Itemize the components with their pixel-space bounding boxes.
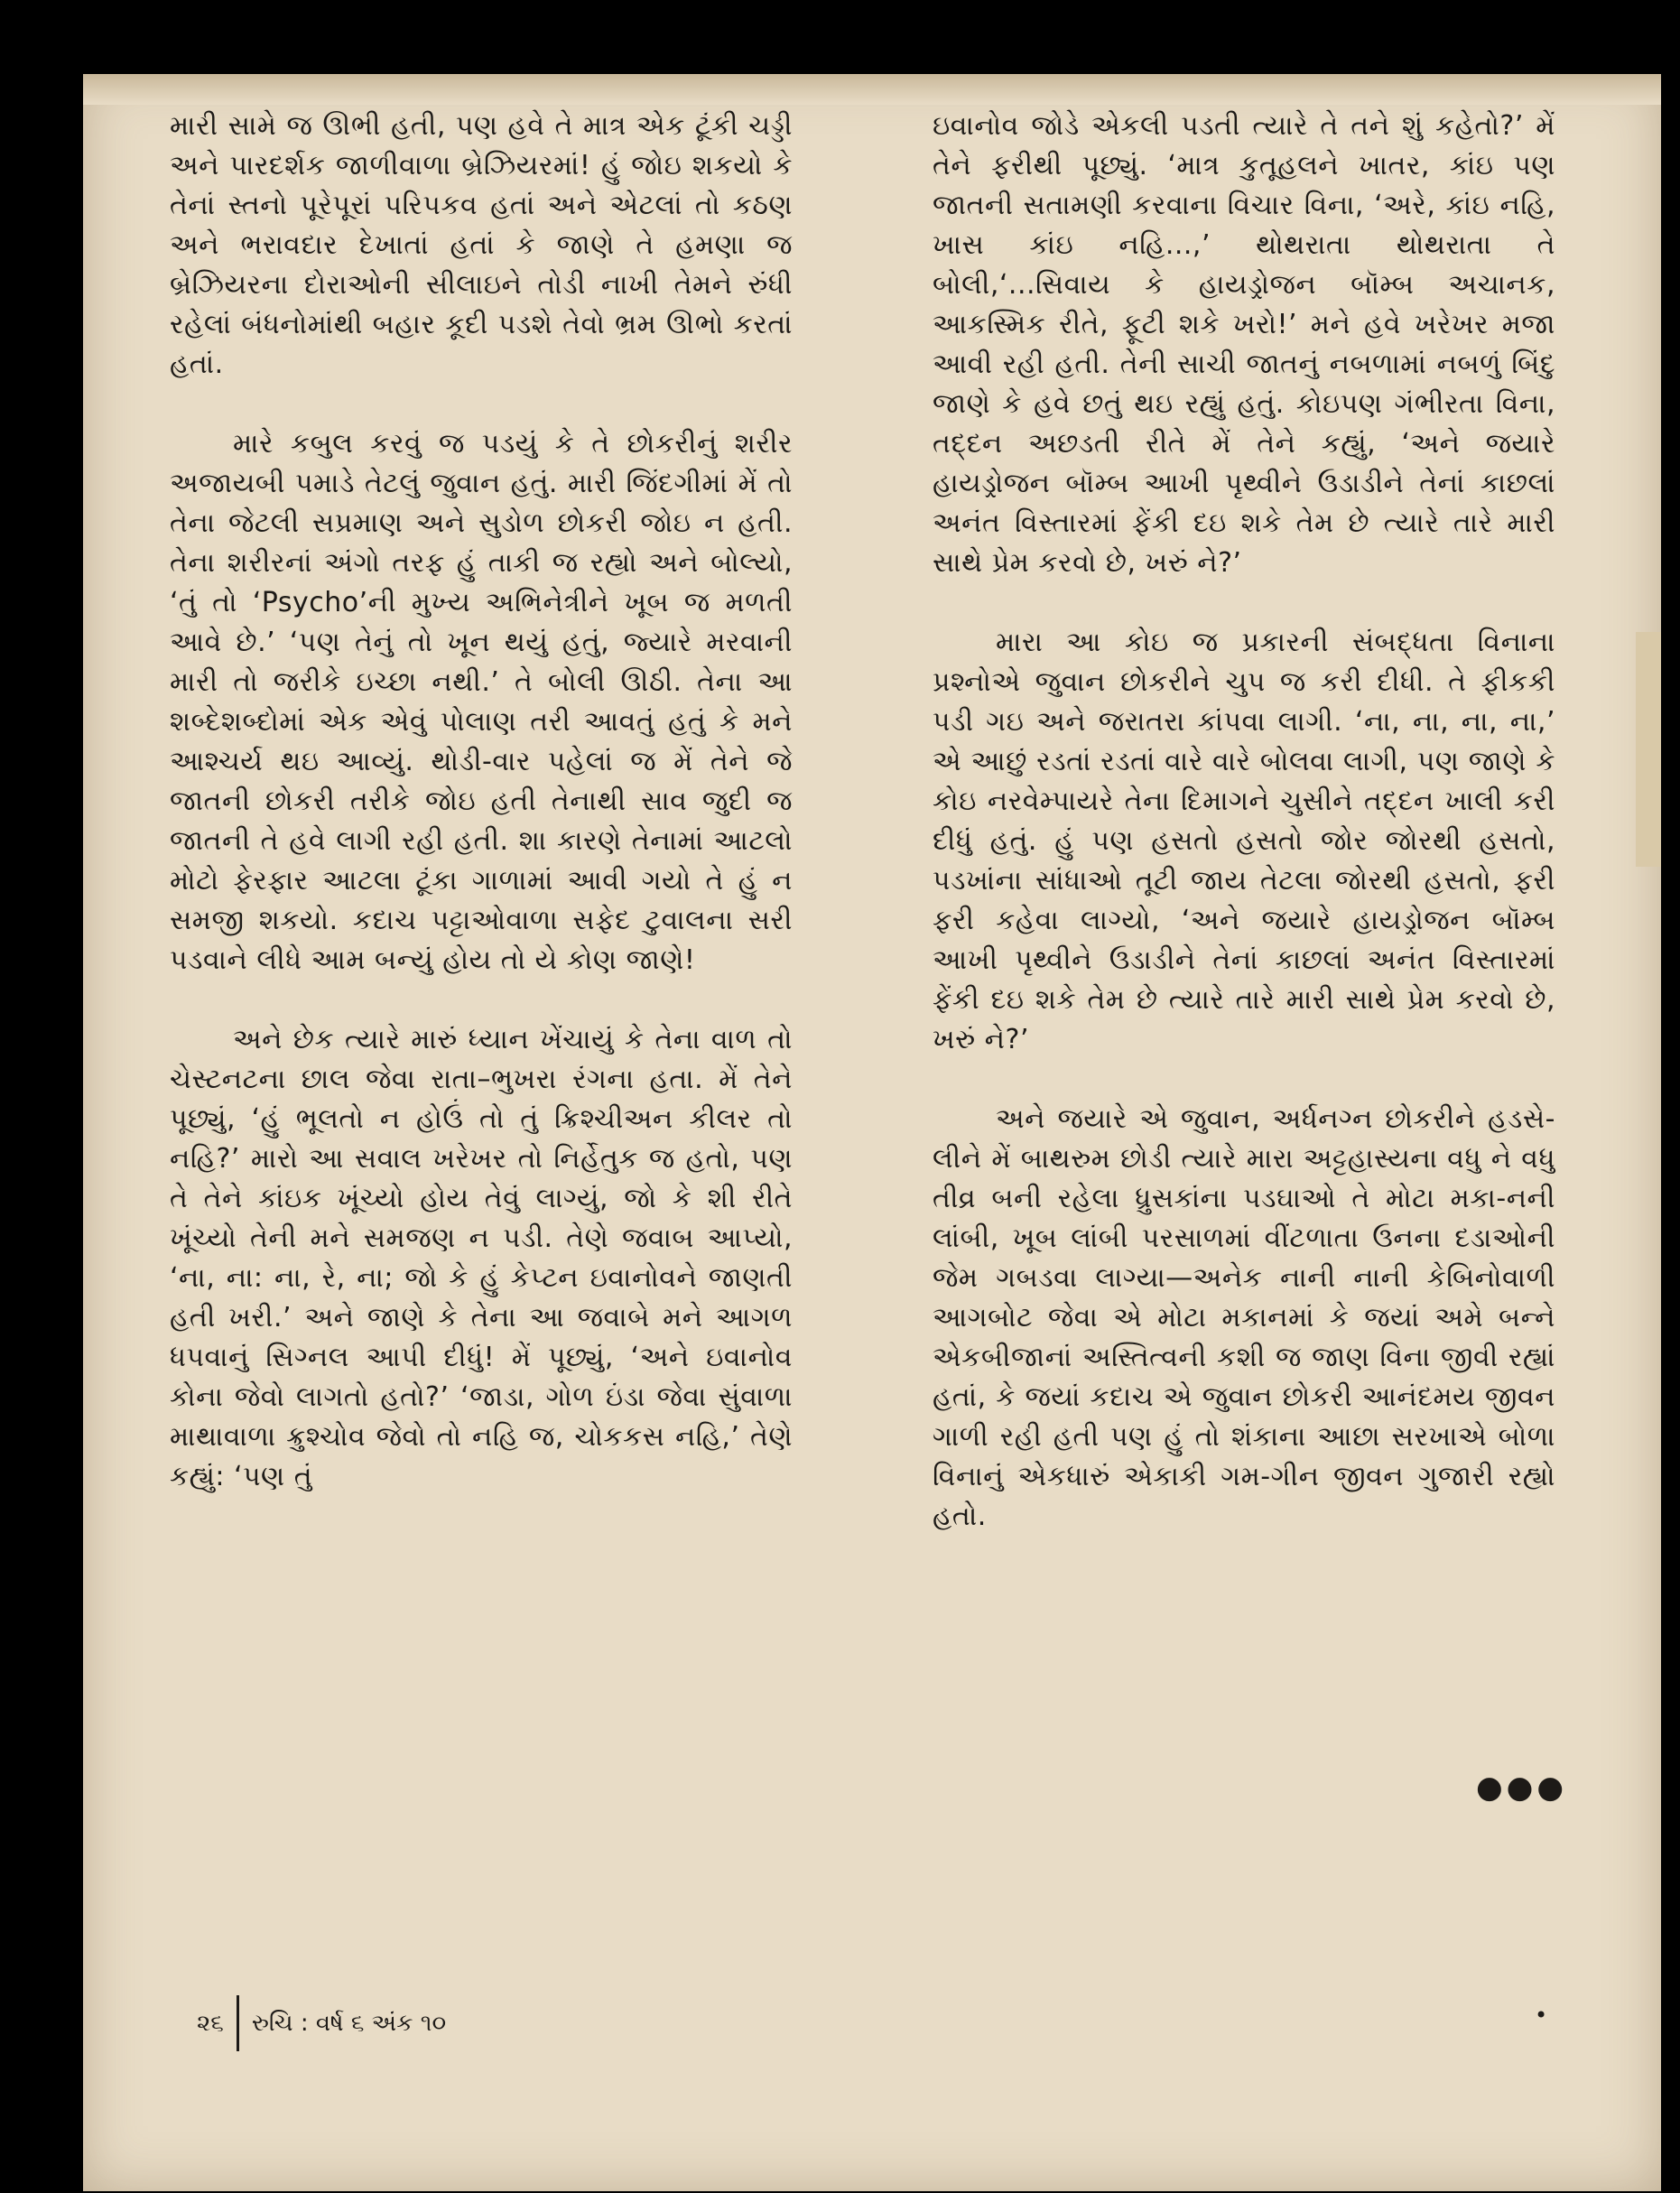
left-column [170,107,793,1537]
paragraph: મારે કબુલ કરવું જ પડયું કે તે છોકરીનું શરીર અજાયબી પમાડે તેટલું જુવાન હતું. મારી જિંદગીમાં મેં તો તેના જેટલી સપ્રમાણ અને સુડોળ છોકરી જોઇ ન હતી. તેના શરીરનાં અંગો તરફ હું તાકી જ રહ્યો અને બોલ્યો, ‘તું તો ‘Psycho’ની મુખ્ય અભિનેત્રીને ખૂબ જ મળતી આવે છે.’ ‘પણ તેનું તો ખૂન થયું હતું, જ્યારે મરવાની મારી તો જરીકે ઇચ્છા નથી.’ તે બોલી ઊઠી. તેના આ શબ્દેશબ્દોમાં એક એવું પોલાણ તરી આવતું હતું કે મને આશ્ચર્ય થઇ આવ્યું. થોડી-વાર પહેલાં જ મેં તેને જે જાતની છોકરી તરીકે જોઇ હતી તેનાથી સાવ જુદી જ જાતની તે હવે લાગી રહી હતી. શા કારણે તેનામાં આટલો મોટો ફેરફાર આટલા ટૂંકા ગાળામાં આવી ગયો તે હું ન સમજી શકયો. કદાચ પટ્ટાઓવાળા સફેદ ટુવાલના સરી પડવાને લીધે આમ બન્યું હોય તો યે કોણ જાણે! [170,428,793,976]
paragraph: ઇવાનોવ જોડે એકલી પડતી ત્યારે તે તને શું કહેતો?’ મેં તેને ફરીથી પૂછ્યું. ‘માત્ર કુતૂહલને ખાતર, કાંઇ પણ જાતની સતામણી કરવાના વિચાર વિના, ‘અરે, કાંઇ નહિ, ખાસ કાંઇ નહિ...,’ થોથરાતા થોથરાતા તે બોલી,‘...સિવાય કે હાયડ્રોજન બૉમ્બ અચાનક, આકસ્મિક રીતે, ફૂટી શકે ખરો!’ મને હવે ખરેખર મજા આવી રહી હતી. તેની સાચી જાતનું નબળામાં નબળું બિંદુ જાણે કે હવે છતું થઇ રહ્યું હતું. કોઇપણ ગંભીરતા વિના, તદ્દન અછડતી રીતે મેં તેને કહ્યું, ‘અને જયારે હાયડ્રોજન બૉમ્બ આખી પૃથ્વીને ઉડાડીને તેનાં કાછલાં અનંત વિસ્તારમાં ફેંકી દઇ શકે તેમ છે ત્યારે તારે મારી સાથે પ્રેમ કરવો છે, ખરું ને?’ [933,110,1555,579]
issue-info: રુચિ : વર્ષ ૬ અંક ૧૦ [251,2009,447,2037]
end-of-story-mark: ●●● [1476,1770,1568,1806]
paragraph: અને છેક ત્યારે મારું ધ્યાન ખેંચાયું કે તેના વાળ તો ચેસ્ટનટના છાલ જેવા રાતા–ભુખરા રંગના હતા. મેં તેને પૂછ્યું, ‘હું ભૂલતો ન હોઉં તો તું ક્રિશ્ચીઅન કીલર તો નહિ?’ મારો આ સવાલ ખરેખર તો નિર્હેતુક જ હતો, પણ તે તેને કાંઇક ખૂંચ્યો હોય તેવું લાગ્યું, જો કે શી રીતે ખૂંચ્યો તેની મને સમજણ ન પડી. તેણે જવાબ આપ્યો, ‘ના, ના: ના, રે, ના; જો કે હું કેપ્ટન ઇવાનોવને જાણતી હતી ખરી.’ અને જાણે કે તેના આ જવાબે મને આગળ ધપવાનું સિગ્નલ આપી દીધું! મેં પૂછ્યું, ‘અને ઇવાનોવ કોના જેવો લાગતો હતો?’ ‘જાડા, ગોળ ઇંડા જેવા સુંવાળા માથાવાળા ક્રુશ્ચોવ જેવો તો નહિ જ, ચોકકસ નહિ,’ તેણે કહ્યું: ‘પણ તું [170,1024,793,1492]
footer-dot: • [1535,2003,1548,2028]
paragraph: મારી સામે જ ઊભી હતી, પણ હવે તે માત્ર એક ટૂંકી ચડ્ડી અને પારદર્શક જાળીવાળા બ્રેઝિયરમાં! હું જોઇ શકયો કે તેનાં સ્તનો પૂરેપૂરાં પરિપકવ હતાં અને એટલાં તો કઠણ અને ભરાવદાર દેખાતાં હતાં કે જાણે તે હમણા જ બ્રેઝિયરના દોરાઓની સીલાઇને તોડી નાખી તેમને રુંધી રહેલાં બંધનોમાંથી બહાર કૂદી પડશે તેવો ભ્રમ ઊભો કરતાં હતાં. [170,110,793,380]
footer-divider [237,1995,239,2051]
page-top-edge [83,74,1661,105]
right-column [933,107,1555,1576]
page-number: ૨૬ [197,2009,224,2037]
paragraph: અને જયારે એ જુવાન, અર્ધનગ્ન છોકરીને હડસે-લીને મેં બાથરુમ છોડી ત્યારે મારા અટ્ટહાસ્યના વધુ ને વધુ તીવ્ર બની રહેલા ધ્રુસકાંના પડઘાઓ તે મોટા મકા-નની લાંબી, ખૂબ લાંબી પરસાળમાં વીંટળાતા ઉનના દડાઓની જેમ ગબડવા લાગ્યા—અનેક નાની નાની કેબિનોવાળી આગબોટ જેવા એ મોટા મકાનમાં કે જયાં અમે બન્ને એકબીજાનાં અસ્તિત્વની કશી જ જાણ વિના જીવી રહ્યાં હતાં, કે જયાં કદાચ એ જુવાન છોકરી આનંદમય જીવન ગાળી રહી હતી પણ હું તો શંકાના આછા સરખાએ બોળા વિનાનું એકધારું એકાકી ગમ-ગીન જીવન ગુજારી રહ્યો હતો. [933,1103,1555,1532]
binding-tape [1636,632,1661,867]
paragraph: મારા આ કોઇ જ પ્રકારની સંબદ્ધતા વિનાના પ્રશ્નોએ જુવાન છોકરીને ચુપ જ કરી દીધી. તે ફીકકી પડી ગઇ અને જરાતરા કાંપવા લાગી. ‘ના, ના, ના, ના,’ એ આછું રડતાં રડતાં વારે વારે બોલવા લાગી, પણ જાણે કે કોઇ નરવેમ્પાયરે તેના દિમાગને ચુસીને તદ્દન ખાલી કરી દીધું હતું. હું પણ હસતો હસતો જોર જોરથી હસતો, પડખાંના સાંધાઓ તૂટી જાય તેટલા જોરથી હસતો, ફરી ફરી કહેવા લાગ્યો, ‘અને જયારે હાયડ્રોજન બૉમ્બ આખી પૃથ્વીને ઉડાડીને તેનાં કાછલાં અનંત વિસ્તારમાં ફેંકી દઇ શકે તેમ છે ત્યારે તારે મારી સાથે પ્રેમ કરવો છે, ખરું ને?’ [933,627,1555,1055]
page-footer [197,1995,446,2051]
